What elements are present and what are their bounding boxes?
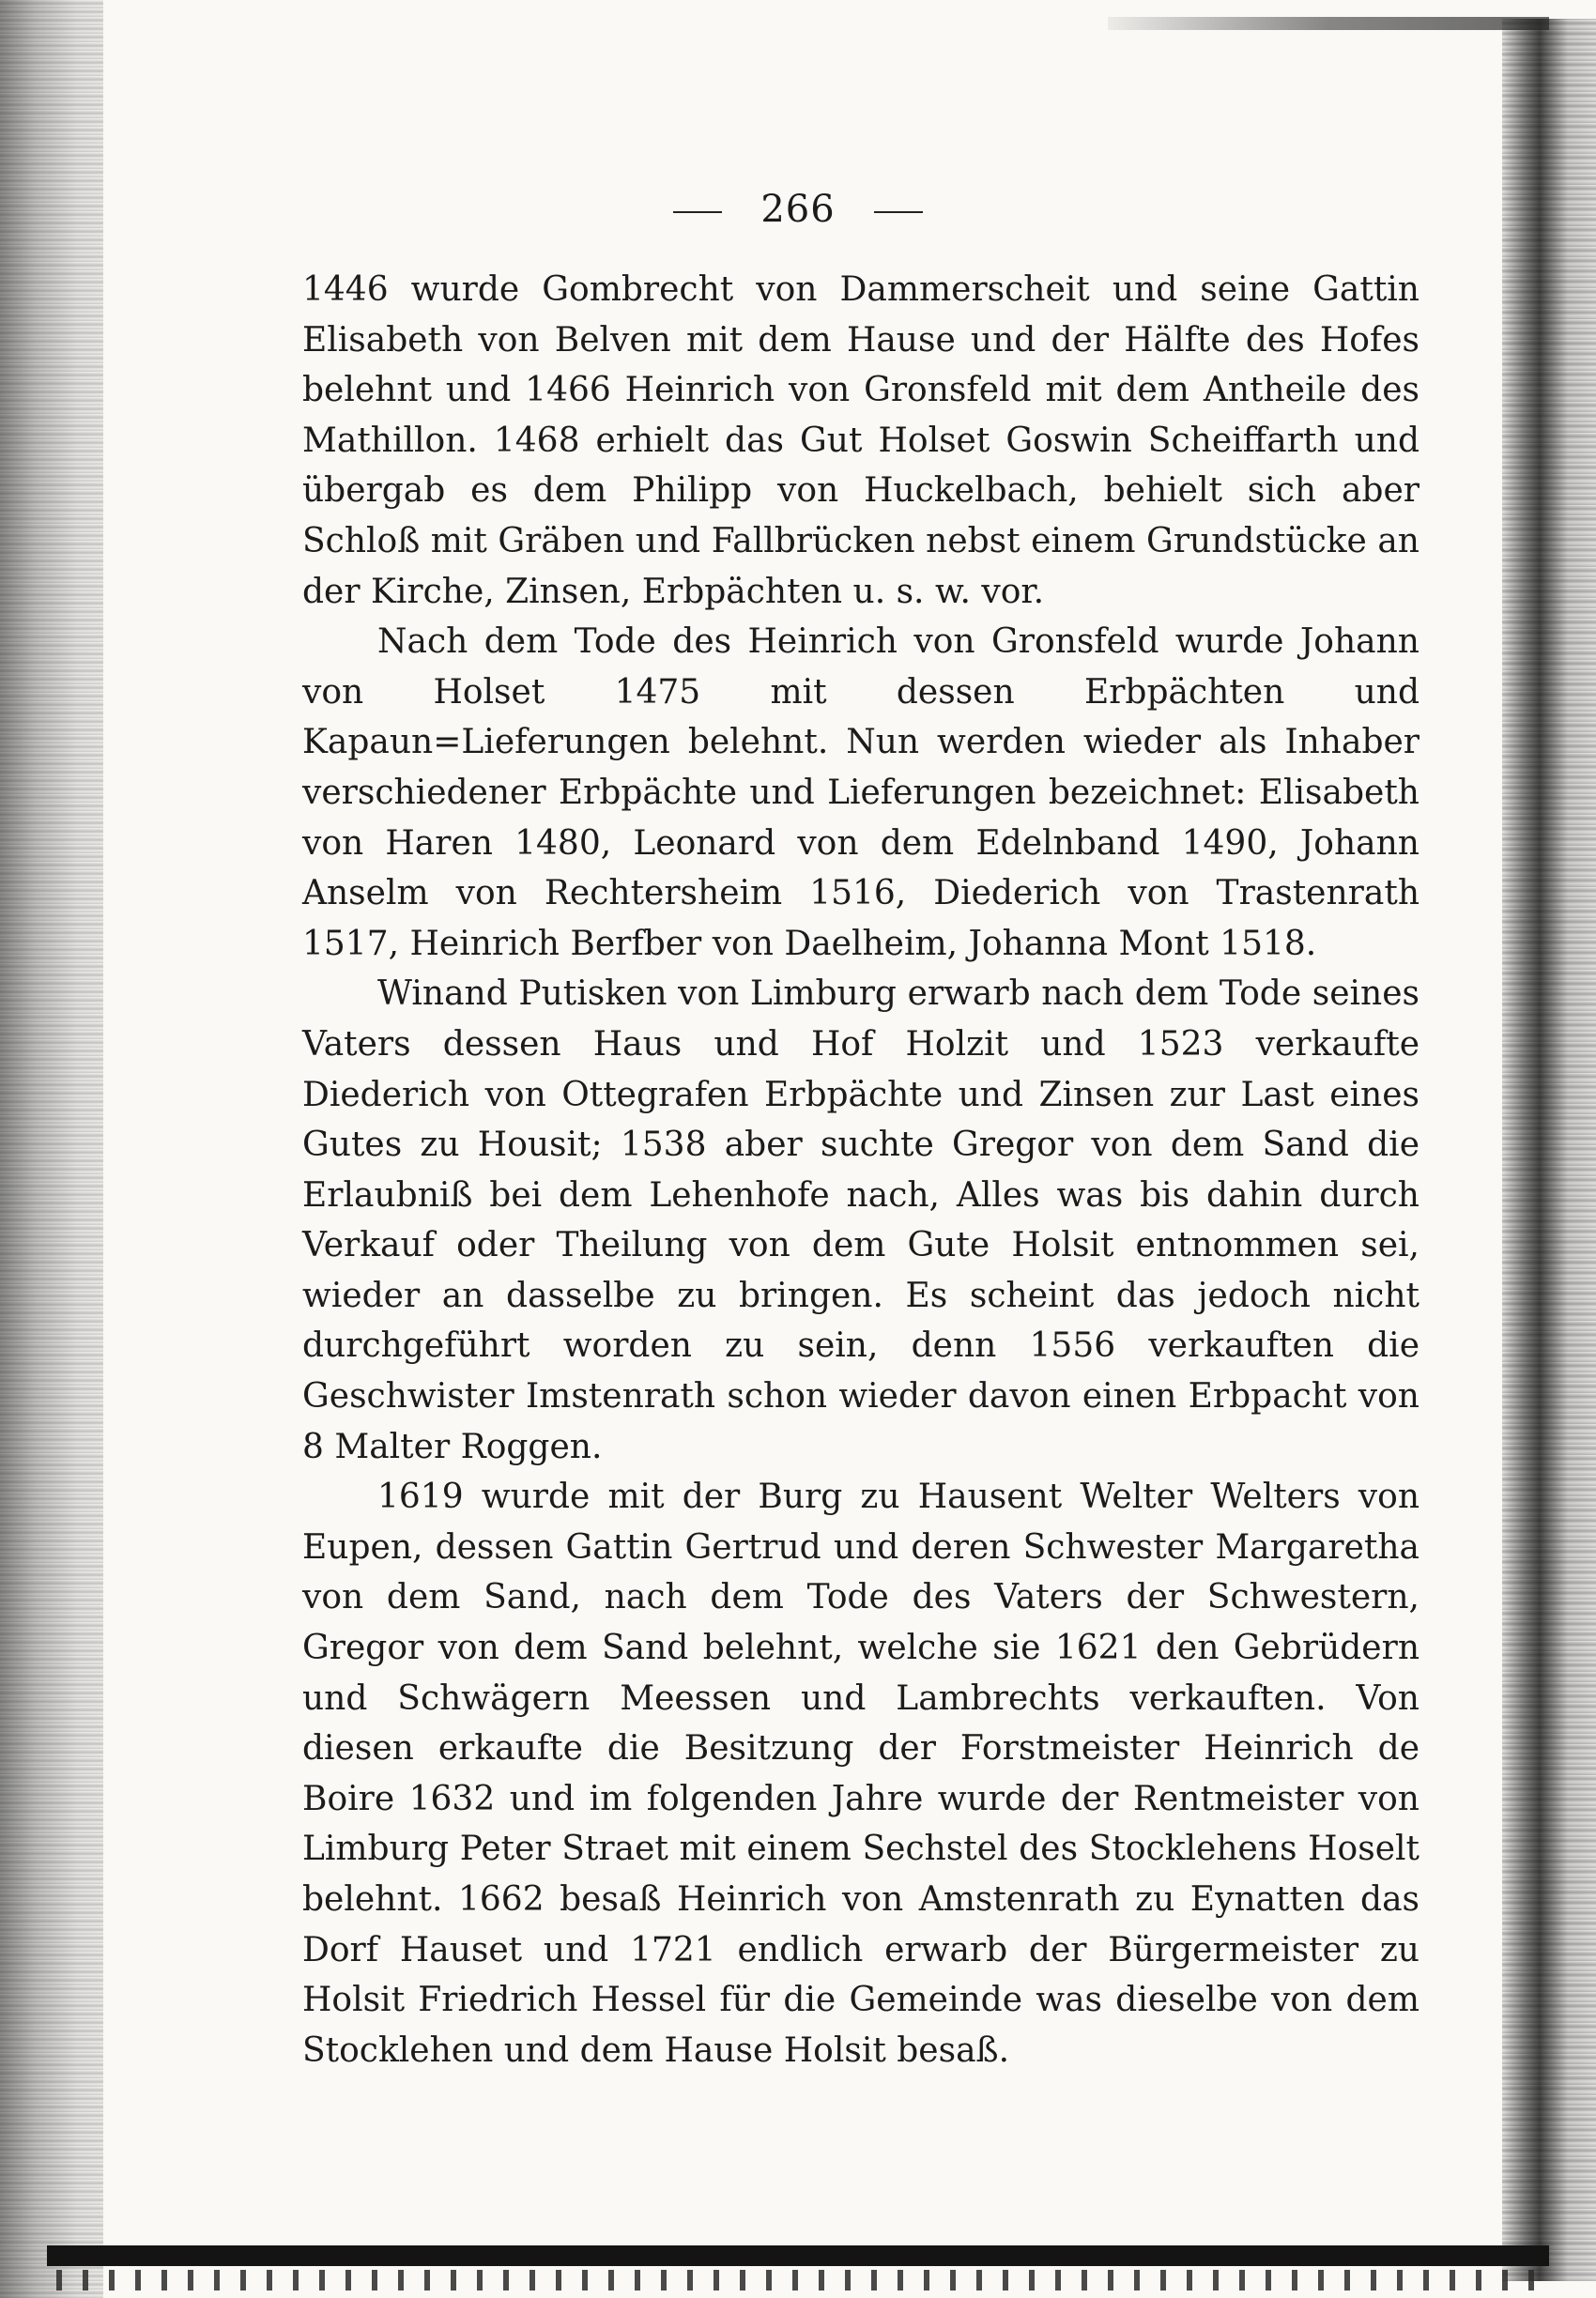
header-left-dash: [673, 211, 722, 213]
paragraph-4: 1619 wurde mit der Burg zu Hausent Welter Welters von Eupen, dessen Gattin Gertrud und deren Schwester Margaretha von dem Sand, nach dem Tode des Vaters der Schwestern, Gregor von dem Sand belehnt, welche sie 1621 den Gebrüdern und Schwägern Meessen und Lambrechts verkauften. Von diesen erkaufte die Besitzung der Forstmeister Heinrich de Boire 1632 und im folgenden Jahre wurde der Rentmeister von Limburg Peter Straet mit einem Sechstel des Stocklehens Hoselt belehnt. 1662 besaß Heinrich von Amstenrath zu Eynatten das Dorf Hauset und 1721 endlich erwarb der Bürgermeister zu Holsit Friedrich Hessel für die Gemeinde was dieselbe von dem Stocklehen und dem Hause Holsit besaß.: [302, 1478, 1420, 2070]
page-header: [0, 188, 1596, 231]
scan-left-gutter: [0, 0, 103, 2298]
body-text: [302, 265, 1420, 2076]
paragraph-2: Nach dem Tode des Heinrich von Gronsfeld wurde Johann von Holset 1475 mit dessen Erbpächten und Kapaun=Lieferungen belehnt. Nun werden wieder als Inhaber verschiedener Erbpächte und Lieferungen bezeichnet: Elisabeth von Haren 1480, Leonard von dem Edelnband 1490, Johann Anselm von Rechtersheim 1516, Diederich von Trastenrath 1517, Heinrich Berfber von Daelheim, Johanna Mont 1518.: [302, 622, 1420, 963]
scan-bottom-bar: [47, 2245, 1549, 2266]
paragraph-1: 1446 wurde Gombrecht von Dammerscheit und seine Gattin Elisabeth von Belven mit dem Hause und der Hälfte des Hofes belehnt und 1466 Heinrich von Gronsfeld mit dem Antheile des Mathillon. 1468 erhielt das Gut Holset Goswin Scheiffarth und übergab es dem Philipp von Huckelbach, behielt sich aber Schloß mit Gräben und Fallbrücken nebst einem Grundstücke an der Kirche, Zinsen, Erbpächten u. s. w. vor.: [302, 270, 1420, 611]
scan-bottom-ticks: [56, 2270, 1549, 2290]
scan-right-edge: [1502, 19, 1596, 2281]
header-right-dash: [874, 211, 923, 213]
paragraph-3: Winand Putisken von Limburg erwarb nach dem Tode seines Vaters dessen Haus und Hof Holzit und 1523 verkaufte Diederich von Ottegrafen Erbpächte und Zinsen zur Last eines Gutes zu Housit; 1538 aber suchte Gregor von dem Sand die Erlaubniß bei dem Lehenhofe nach, Alles was bis dahin durch Verkauf oder Theilung von dem Gute Holsit entnommen sei, wieder an dasselbe zu bringen. Es scheint das jedoch nicht durchgeführt worden zu sein, denn 1556 verkauften die Geschwister Imstenrath schon wieder davon einen Erbpacht von 8 Malter Roggen.: [302, 974, 1420, 1466]
page-number: 266: [760, 188, 836, 231]
scan-top-edge: [1108, 17, 1549, 30]
